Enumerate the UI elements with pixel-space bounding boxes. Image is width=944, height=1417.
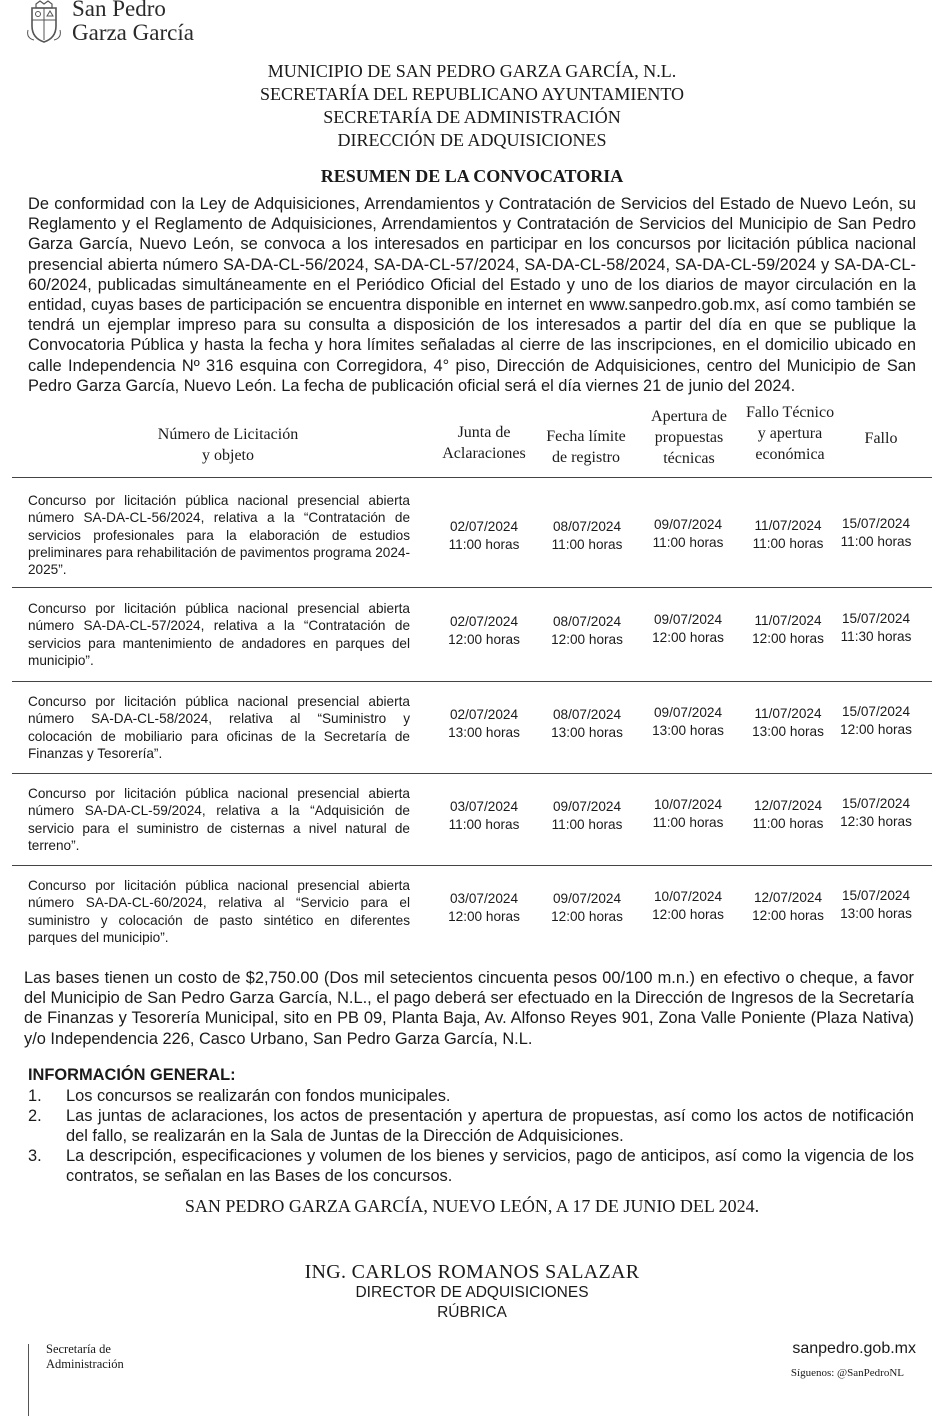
info-item-number: 2.: [28, 1107, 42, 1125]
document-header: [0, 60, 944, 152]
header-fecha-limite: Fecha límite de registro: [546, 428, 626, 466]
row-junta: 02/07/2024 12:00 horas: [448, 614, 520, 647]
row-description: Concurso por licitación pública nacional presencial abierta número SA-DA-CL-60/2024, relativa al “Servicio para el suministro y colocación de pasto sintético en diferentes parques del municipio”.: [28, 878, 410, 945]
row-registro: 09/07/2024 11:00 horas: [551, 799, 623, 832]
info-title: INFORMACIÓN GENERAL:: [28, 1066, 236, 1084]
row-apertura: 10/07/2024 11:00 horas: [652, 797, 724, 830]
footer-department-line2: Administración: [46, 1357, 124, 1371]
coat-of-arms-icon: [26, 0, 62, 44]
footer-social: Síguenos: @SanPedroNL: [790, 1367, 904, 1379]
header-secretaria-administracion: SECRETARÍA DE ADMINISTRACIÓN: [323, 107, 621, 127]
header-numero-licitacion: Número de Licitación y objeto: [157, 426, 299, 464]
row-apertura: 09/07/2024 13:00 horas: [652, 705, 724, 738]
footer-department-line1: Secretaría de: [46, 1342, 111, 1356]
signatory-name: ING. CARLOS ROMANOS SALAZAR: [304, 1261, 640, 1283]
costs-paragraph: Las bases tienen un costo de $2,750.00 (Dos mil setecientos cincuenta pesos 00/100 m.n.) en efectivo o cheque, a favor del Municipio de San Pedro Garza García, N.L., el pago deberá ser efectuado en la Dirección de Ingresos de la Secretaría de Finanzas y Tesorería Municipal, sito en PB 09, Planta Baja, Av. Alfonso Reyes 901, Zona Valle Poniente (Plaza Nativa) y/o Independencia 226, Casco Urbano, San Pedro Garza García, N.L.: [24, 969, 914, 1048]
signatory-rubrica: RÚBRICA: [437, 1304, 507, 1321]
place-date: SAN PEDRO GARZA GARCÍA, NUEVO LEÓN, A 17 DE JUNIO DEL 2024.: [184, 1196, 760, 1216]
header-secretaria-ayuntamiento: SECRETARÍA DEL REPUBLICANO AYUNTAMIENTO: [260, 84, 684, 104]
footer-website: sanpedro.gob.mx: [792, 1340, 916, 1357]
row-junta: 03/07/2024 12:00 horas: [448, 891, 520, 924]
table-divider: [12, 681, 932, 682]
table-divider: [12, 865, 932, 866]
table-divider: [12, 773, 932, 774]
header-fallo: Fallo: [864, 430, 898, 447]
table-divider: [12, 477, 932, 478]
row-description: Concurso por licitación pública nacional presencial abierta número SA-DA-CL-57/2024, relativa a la “Contratación de servicios para mantenimiento de andadores en parques del municipio”.: [28, 601, 410, 668]
row-junta: 02/07/2024 11:00 horas: [448, 519, 520, 552]
row-description: Concurso por licitación pública nacional presencial abierta número SA-DA-CL-58/2024, relativa al “Suministro y colocación de mobiliario para oficinas de la Secretaría de Finanzas y Tesorería”.: [28, 694, 410, 761]
info-item-text: Los concursos se realizarán con fondos municipales.: [66, 1087, 451, 1105]
row-description: Concurso por licitación pública nacional presencial abierta número SA-DA-CL-56/2024, relativa a la “Contratación de servicios profesionales para la elaboración de estudios preliminares para rehabilitación de pavimentos programa 2024-2025”.: [28, 493, 410, 578]
row-description: Concurso por licitación pública nacional presencial abierta número SA-DA-CL-59/2024, relativa a la “Adquisición de servicio para el suministro de cisternas a nivel natural de terreno”.: [28, 786, 410, 853]
row-fallo-tecnico: 12/07/2024 11:00 horas: [752, 798, 824, 831]
row-junta: 02/07/2024 13:00 horas: [448, 707, 520, 740]
row-fallo: 15/07/2024 12:30 horas: [840, 796, 912, 829]
row-fallo: 15/07/2024 13:00 horas: [840, 888, 912, 921]
row-apertura: 09/07/2024 11:00 horas: [652, 517, 724, 550]
row-apertura: 10/07/2024 12:00 horas: [652, 889, 724, 922]
header-fallo-tecnico: Fallo Técnico y apertura económica: [745, 404, 835, 463]
logo-text-line2: Garza García: [72, 20, 194, 45]
header-apertura-propuestas: Apertura de propuestas técnicas: [651, 408, 727, 467]
logo-text-line1: San Pedro: [72, 0, 166, 21]
info-item-text: Las juntas de aclaraciones, los actos de presentación y apertura de propuestas, así como los actos de notificación del fallo, se realizarán en la Sala de Juntas de la Dirección de Adquisiciones.: [66, 1107, 914, 1145]
info-item-number: 1.: [28, 1087, 42, 1105]
intro-paragraph: De conformidad con la Ley de Adquisiciones, Arrendamientos y Contratación de Servicios del Estado de Nuevo León, su Reglamento y el Reglamento de Adquisiciones, Arrendamientos y Contratación de Servicios del Municipio de San Pedro Garza García, Nuevo León, se convoca a los interesados en participar en los concursos por licitación pública nacional presencial abierta número SA-DA-CL-56/2024, SA-DA-CL-57/2024, SA-DA-CL-58/2024, SA-DA-CL-59/2024 y SA-DA-CL-60/2024, publicadas simultáneamente en el Periódico Oficial del Estado y uno de los diarios de mayor circulación en la entidad, cuyas bases de participación se encuentra disponible en internet en www.sanpedro.gob.mx, así como también se tendrá un ejemplar impreso para su consulta a disposición de los interesados a partir del día en que se publique la Convocatoria Pública y hasta la fecha y hora límites señaladas al cierre de las inscripciones, en el domicilio ubicado en calle Independencia Nº 316 esquina con Corregidora, 4° piso, Dirección de Adquisiciones, centro del Municipio de San Pedro Garza García, Nuevo León. La fecha de publicación oficial será el día viernes 21 de junio del 2024.: [28, 195, 916, 395]
row-apertura: 09/07/2024 12:00 horas: [652, 612, 724, 645]
row-fallo: 15/07/2024 12:00 horas: [840, 704, 912, 737]
row-registro: 08/07/2024 13:00 horas: [551, 707, 623, 740]
signatory-role: DIRECTOR DE ADQUISICIONES: [355, 1284, 589, 1301]
footer-divider: [28, 1344, 29, 1416]
row-junta: 03/07/2024 11:00 horas: [448, 799, 520, 832]
header-junta-aclaraciones: Junta de Aclaraciones: [442, 424, 526, 462]
table-divider: [12, 587, 932, 588]
row-registro: 08/07/2024 11:00 horas: [551, 519, 623, 552]
row-fallo: 15/07/2024 11:30 horas: [840, 611, 912, 644]
header-direccion: DIRECCIÓN DE ADQUISICIONES: [337, 130, 607, 150]
row-fallo-tecnico: 11/07/2024 12:00 horas: [752, 613, 824, 646]
row-registro: 08/07/2024 12:00 horas: [551, 614, 623, 647]
row-fallo: 15/07/2024 11:00 horas: [840, 516, 912, 549]
municipality-logo: [26, 0, 226, 46]
header-municipio: MUNICIPIO DE SAN PEDRO GARZA GARCÍA, N.L.: [267, 61, 677, 81]
row-fallo-tecnico: 11/07/2024 11:00 horas: [752, 518, 824, 551]
row-registro: 09/07/2024 12:00 horas: [551, 891, 623, 924]
row-fallo-tecnico: 12/07/2024 12:00 horas: [752, 890, 824, 923]
info-item-text: La descripción, especificaciones y volumen de los bienes y servicios, pago de anticipos, así como la vigencia de los contratos, se señalan en las Bases de los concursos.: [66, 1147, 914, 1185]
info-item-number: 3.: [28, 1147, 42, 1165]
row-fallo-tecnico: 11/07/2024 13:00 horas: [752, 706, 824, 739]
summary-title: RESUMEN DE LA CONVOCATORIA: [320, 166, 624, 186]
